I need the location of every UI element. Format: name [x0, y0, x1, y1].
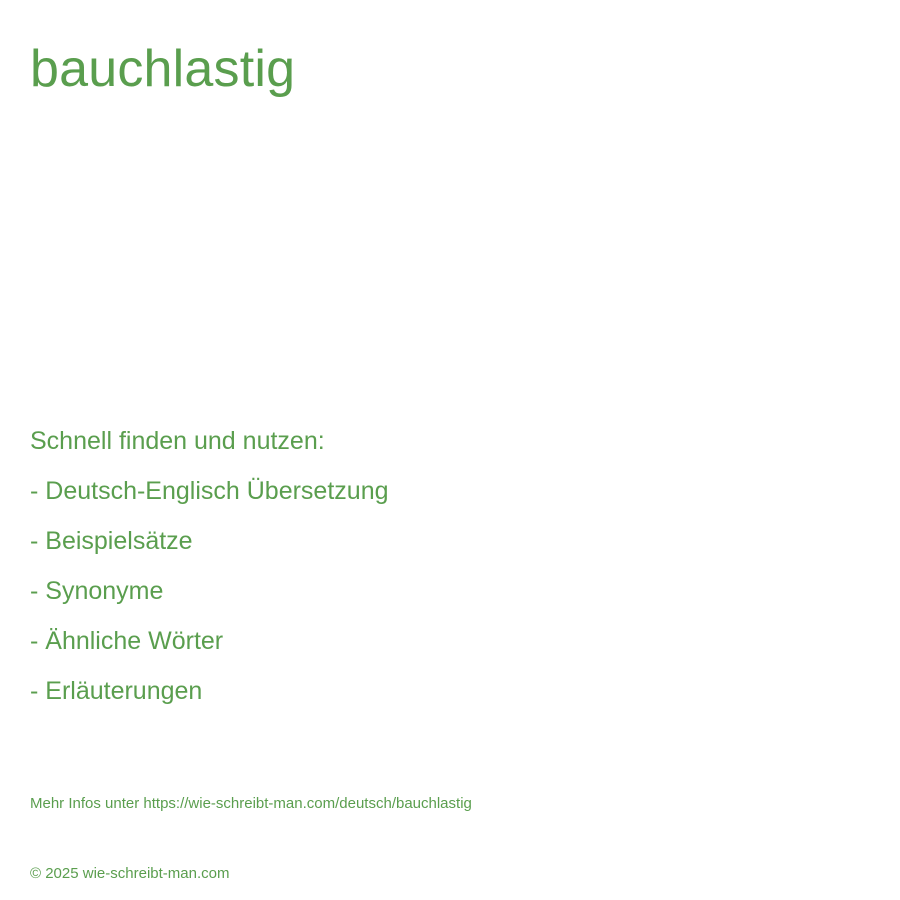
more-info-text: Mehr Infos unter https://wie-schreibt-man.com/deutsch/bauchlastig	[30, 795, 472, 812]
feature-item-similar-words: - Ähnliche Wörter	[30, 627, 224, 655]
features-heading: Schnell finden und nutzen:	[30, 427, 325, 455]
copyright-text: © 2025 wie-schreibt-man.com	[30, 865, 230, 882]
feature-item-example-sentences: - Beispielsätze	[30, 527, 193, 555]
feature-item-explanations: - Erläuterungen	[30, 677, 203, 705]
feature-item-synonyms: - Synonyme	[30, 577, 164, 605]
feature-item-translation: - Deutsch-Englisch Übersetzung	[30, 477, 389, 505]
feature-list	[30, 470, 389, 720]
features-section	[30, 420, 389, 720]
page-title: bauchlastig	[30, 40, 296, 98]
